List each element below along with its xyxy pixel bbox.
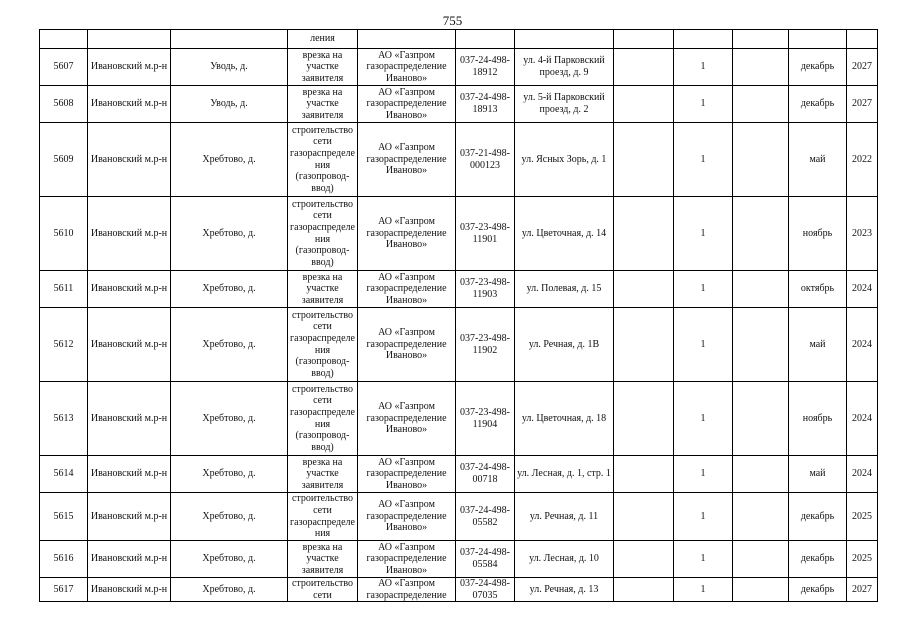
- cell-qty: 1: [674, 308, 733, 382]
- cell-code: 037-24-498-18913: [456, 86, 515, 123]
- cell-year: 2027: [847, 49, 878, 86]
- cell-empty: [614, 308, 674, 382]
- cell-activity: врезка на участке заявителя: [288, 541, 358, 578]
- cell-month: май: [789, 308, 847, 382]
- cell-district: Ивановский м.р-н: [88, 541, 171, 578]
- cell-code: 037-23-498-11903: [456, 271, 515, 308]
- cell-month: декабрь: [789, 493, 847, 541]
- cell-empty: [614, 86, 674, 123]
- cell-org: АО «Газпром газораспределение Иваново»: [358, 86, 456, 123]
- cell-empty: [733, 541, 789, 578]
- cell-qty: 1: [674, 541, 733, 578]
- table-row: [40, 578, 878, 602]
- cell-address: ул. Ясных Зорь, д. 1: [515, 123, 614, 197]
- cell-activity: ления: [288, 30, 358, 49]
- cell-activity: врезка на участке заявителя: [288, 456, 358, 493]
- cell-year: 2022: [847, 123, 878, 197]
- cell-address: ул. Речная, д. 1В: [515, 308, 614, 382]
- cell-empty: [614, 49, 674, 86]
- table-row: [40, 86, 878, 123]
- cell-code: 037-24-498-18912: [456, 49, 515, 86]
- cell-org: АО «Газпром газораспределение Иваново»: [358, 382, 456, 456]
- cell-locality: Хребтово, д.: [171, 271, 288, 308]
- cell-locality: Хребтово, д.: [171, 541, 288, 578]
- cell-year: 2025: [847, 541, 878, 578]
- cell-activity: строительство сети газораспределения: [288, 493, 358, 541]
- cell-locality: Хребтово, д.: [171, 382, 288, 456]
- cell-activity: строительство сети газораспределения (газопровод-ввод): [288, 308, 358, 382]
- cell-address: ул. Речная, д. 11: [515, 493, 614, 541]
- cell-empty: [614, 197, 674, 271]
- cell-empty: [614, 541, 674, 578]
- cell-locality: Хребтово, д.: [171, 197, 288, 271]
- cell-locality: Хребтово, д.: [171, 308, 288, 382]
- cell-address: ул. Лесная, д. 1, стр. 1: [515, 456, 614, 493]
- cell-code: 037-23-498-11902: [456, 308, 515, 382]
- cell-code: [456, 30, 515, 49]
- cell-qty: 1: [674, 271, 733, 308]
- cell-empty: [614, 493, 674, 541]
- cell-qty: 1: [674, 86, 733, 123]
- cell-year: 2025: [847, 493, 878, 541]
- table-row: [40, 382, 878, 456]
- cell-empty: [614, 382, 674, 456]
- cell-empty: [614, 456, 674, 493]
- cell-year: 2023: [847, 197, 878, 271]
- cell-district: Ивановский м.р-н: [88, 382, 171, 456]
- cell-empty: [733, 30, 789, 49]
- cell-code: 037-21-498-000123: [456, 123, 515, 197]
- cell-year: 2024: [847, 456, 878, 493]
- cell-activity: строительство сети: [288, 578, 358, 602]
- cell-year: 2024: [847, 308, 878, 382]
- cell-org: АО «Газпром газораспределение Иваново»: [358, 541, 456, 578]
- cell-month: ноябрь: [789, 382, 847, 456]
- cell-num: 5611: [40, 271, 88, 308]
- table-row: [40, 49, 878, 86]
- cell-locality: Уводь, д.: [171, 49, 288, 86]
- cell-num: 5613: [40, 382, 88, 456]
- cell-empty: [733, 308, 789, 382]
- table-row: [40, 456, 878, 493]
- table-row: [40, 197, 878, 271]
- cell-qty: 1: [674, 123, 733, 197]
- table-row-fragment: [40, 30, 878, 49]
- cell-org: [358, 30, 456, 49]
- cell-code: 037-24-498-07035: [456, 578, 515, 602]
- cell-qty: 1: [674, 493, 733, 541]
- cell-empty: [614, 123, 674, 197]
- cell-org: АО «Газпром газораспределение Иваново»: [358, 456, 456, 493]
- cell-org: АО «Газпром газораспределение Иваново»: [358, 49, 456, 86]
- cell-month: ноябрь: [789, 197, 847, 271]
- cell-address: [515, 30, 614, 49]
- cell-qty: 1: [674, 382, 733, 456]
- cell-year: [847, 30, 878, 49]
- cell-month: декабрь: [789, 49, 847, 86]
- page-number: 755: [442, 13, 463, 28]
- registry-table: [39, 29, 878, 602]
- cell-empty: [733, 271, 789, 308]
- cell-activity: строительство сети газораспределения (газопровод-ввод): [288, 382, 358, 456]
- cell-month: декабрь: [789, 541, 847, 578]
- cell-qty: 1: [674, 49, 733, 86]
- cell-org: АО «Газпром газораспределение Иваново»: [358, 123, 456, 197]
- table-row: [40, 308, 878, 382]
- cell-empty: [733, 123, 789, 197]
- cell-month: октябрь: [789, 271, 847, 308]
- table-row: [40, 271, 878, 308]
- cell-num: 5610: [40, 197, 88, 271]
- table-body: [40, 30, 878, 602]
- cell-activity: врезка на участке заявителя: [288, 271, 358, 308]
- cell-district: Ивановский м.р-н: [88, 493, 171, 541]
- table-row: [40, 493, 878, 541]
- cell-empty: [733, 49, 789, 86]
- cell-district: [88, 30, 171, 49]
- cell-empty: [614, 30, 674, 49]
- cell-num: [40, 30, 88, 49]
- table-row: [40, 123, 878, 197]
- cell-district: Ивановский м.р-н: [88, 123, 171, 197]
- cell-district: Ивановский м.р-н: [88, 271, 171, 308]
- cell-address: ул. Речная, д. 13: [515, 578, 614, 602]
- cell-address: ул. Цветочная, д. 14: [515, 197, 614, 271]
- cell-code: 037-24-498-05584: [456, 541, 515, 578]
- cell-num: 5612: [40, 308, 88, 382]
- cell-locality: Хребтово, д.: [171, 123, 288, 197]
- cell-activity: врезка на участке заявителя: [288, 86, 358, 123]
- cell-qty: [674, 30, 733, 49]
- cell-num: 5608: [40, 86, 88, 123]
- cell-locality: Хребтово, д.: [171, 493, 288, 541]
- cell-org: АО «Газпром газораспределение Иваново»: [358, 308, 456, 382]
- cell-qty: 1: [674, 578, 733, 602]
- cell-address: ул. 5-й Парковский проезд, д. 2: [515, 86, 614, 123]
- cell-code: 037-24-498-05582: [456, 493, 515, 541]
- cell-month: май: [789, 123, 847, 197]
- cell-org: АО «Газпром газораспределение Иваново»: [358, 197, 456, 271]
- cell-month: декабрь: [789, 86, 847, 123]
- cell-district: Ивановский м.р-н: [88, 86, 171, 123]
- cell-district: Ивановский м.р-н: [88, 49, 171, 86]
- cell-district: Ивановский м.р-н: [88, 197, 171, 271]
- cell-locality: Уводь, д.: [171, 86, 288, 123]
- cell-district: Ивановский м.р-н: [88, 456, 171, 493]
- cell-year: 2024: [847, 382, 878, 456]
- cell-empty: [733, 578, 789, 602]
- cell-month: декабрь: [789, 578, 847, 602]
- cell-org: АО «Газпром газораспределение Иваново»: [358, 493, 456, 541]
- cell-qty: 1: [674, 197, 733, 271]
- cell-locality: Хребтово, д.: [171, 578, 288, 602]
- cell-year: 2027: [847, 578, 878, 602]
- cell-num: 5607: [40, 49, 88, 86]
- cell-empty: [614, 578, 674, 602]
- cell-year: 2027: [847, 86, 878, 123]
- cell-code: 037-23-498-11901: [456, 197, 515, 271]
- cell-empty: [733, 382, 789, 456]
- cell-num: 5615: [40, 493, 88, 541]
- cell-num: 5614: [40, 456, 88, 493]
- cell-address: ул. Полевая, д. 15: [515, 271, 614, 308]
- cell-qty: 1: [674, 456, 733, 493]
- cell-code: 037-23-498-11904: [456, 382, 515, 456]
- cell-locality: Хребтово, д.: [171, 456, 288, 493]
- cell-org: АО «Газпром газораспределение Иваново»: [358, 271, 456, 308]
- cell-activity: строительство сети газораспределения (газопровод-ввод): [288, 197, 358, 271]
- cell-address: ул. Цветочная, д. 18: [515, 382, 614, 456]
- cell-num: 5616: [40, 541, 88, 578]
- cell-year: 2024: [847, 271, 878, 308]
- cell-empty: [733, 86, 789, 123]
- cell-org: АО «Газпром газораспределение: [358, 578, 456, 602]
- cell-address: ул. 4-й Парковский проезд, д. 9: [515, 49, 614, 86]
- cell-code: 037-24-498-00718: [456, 456, 515, 493]
- cell-district: Ивановский м.р-н: [88, 308, 171, 382]
- cell-address: ул. Лесная, д. 10: [515, 541, 614, 578]
- cell-empty: [733, 197, 789, 271]
- cell-empty: [733, 493, 789, 541]
- cell-num: 5609: [40, 123, 88, 197]
- table-row: [40, 541, 878, 578]
- cell-locality: [171, 30, 288, 49]
- cell-num: 5617: [40, 578, 88, 602]
- cell-activity: строительство сети газораспределения (газопровод-ввод): [288, 123, 358, 197]
- cell-empty: [733, 456, 789, 493]
- cell-month: [789, 30, 847, 49]
- cell-activity: врезка на участке заявителя: [288, 49, 358, 86]
- cell-district: Ивановский м.р-н: [88, 578, 171, 602]
- cell-month: май: [789, 456, 847, 493]
- cell-empty: [614, 271, 674, 308]
